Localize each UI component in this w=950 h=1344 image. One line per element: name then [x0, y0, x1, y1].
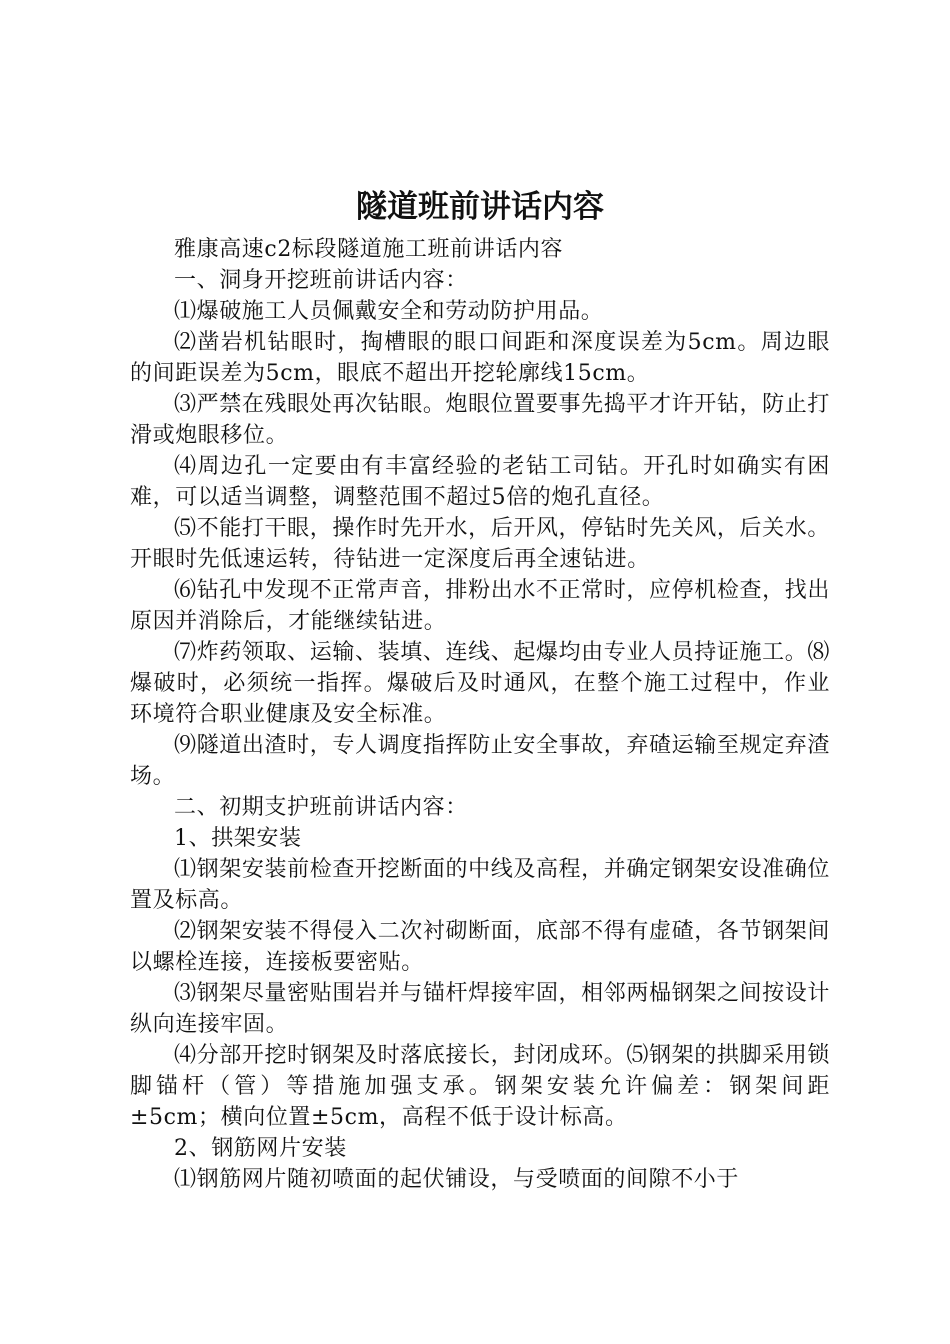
paragraph: ⑼隧道出渣时，专人调度指挥防止安全事故，弃碴运输至规定弃渣场。 [130, 733, 830, 789]
paragraph: 雅康高速c2标段隧道施工班前讲话内容 [174, 237, 564, 262]
paragraph: ⑸不能打干眼，操作时先开水，后开风，停钻时先关风，后关水。开眼时先低速运转，待钻进一定深度后再全速钻进。 [130, 516, 830, 572]
document-title: 隧道班前讲话内容 [356, 189, 604, 225]
paragraph: ⑷分部开挖时钢架及时落底接长，封闭成环。⑸钢架的拱脚采用锁脚锚杆（管）等措施加强支承。钢架安装允许偏差：钢架间距±5cm；横向位置±5cm，高程不低于设计标高。 [130, 1043, 830, 1130]
paragraph: ⑴钢筋网片随初喷面的起伏铺设，与受喷面的间隙不小于 [174, 1167, 740, 1192]
subsection-heading: 1、拱架安装 [174, 826, 302, 851]
paragraph: ⑵钢架安装不得侵入二次衬砌断面，底部不得有虚碴，各节钢架间以螺栓连接，连接板要密贴。 [130, 919, 830, 975]
subsection-heading: 2、钢筋网片安装 [174, 1136, 347, 1161]
document-body [130, 234, 830, 1195]
paragraph: ⑷周边孔一定要由有丰富经验的老钻工司钻。开孔时如确实有困难，可以适当调整，调整范围不超过5倍的炮孔直径。 [130, 454, 830, 510]
paragraph: ⑶钢架尽量密贴围岩并与锚杆焊接牢固，相邻两榀钢架之间按设计纵向连接牢固。 [130, 981, 830, 1037]
section-heading: 二、初期支护班前讲话内容： [174, 795, 468, 820]
paragraph: ⑴爆破施工人员佩戴安全和劳动防护用品。 [174, 299, 604, 324]
paragraph: ⑶严禁在残眼处再次钻眼。炮眼位置要事先捣平才许开钻，防止打滑或炮眼移位。 [130, 392, 830, 448]
document-page [130, 182, 830, 1195]
paragraph: ⑺炸药领取、运输、装填、连线、起爆均由专业人员持证施工。⑻爆破时，必须统一指挥。爆破后及时通风，在整个施工过程中，作业环境符合职业健康及安全标准。 [130, 640, 830, 727]
section-heading: 一、洞身开挖班前讲话内容： [174, 268, 468, 293]
paragraph: ⑹钻孔中发现不正常声音，排粉出水不正常时，应停机检查，找出原因并消除后，才能继续钻进。 [130, 578, 830, 634]
paragraph: ⑴钢架安装前检查开挖断面的中线及高程，并确定钢架安设准确位置及标高。 [130, 857, 830, 913]
paragraph: ⑵凿岩机钻眼时，掏槽眼的眼口间距和深度误差为5cm。周边眼的间距误差为5cm，眼底不超出开挖轮廓线15cm。 [130, 330, 830, 386]
